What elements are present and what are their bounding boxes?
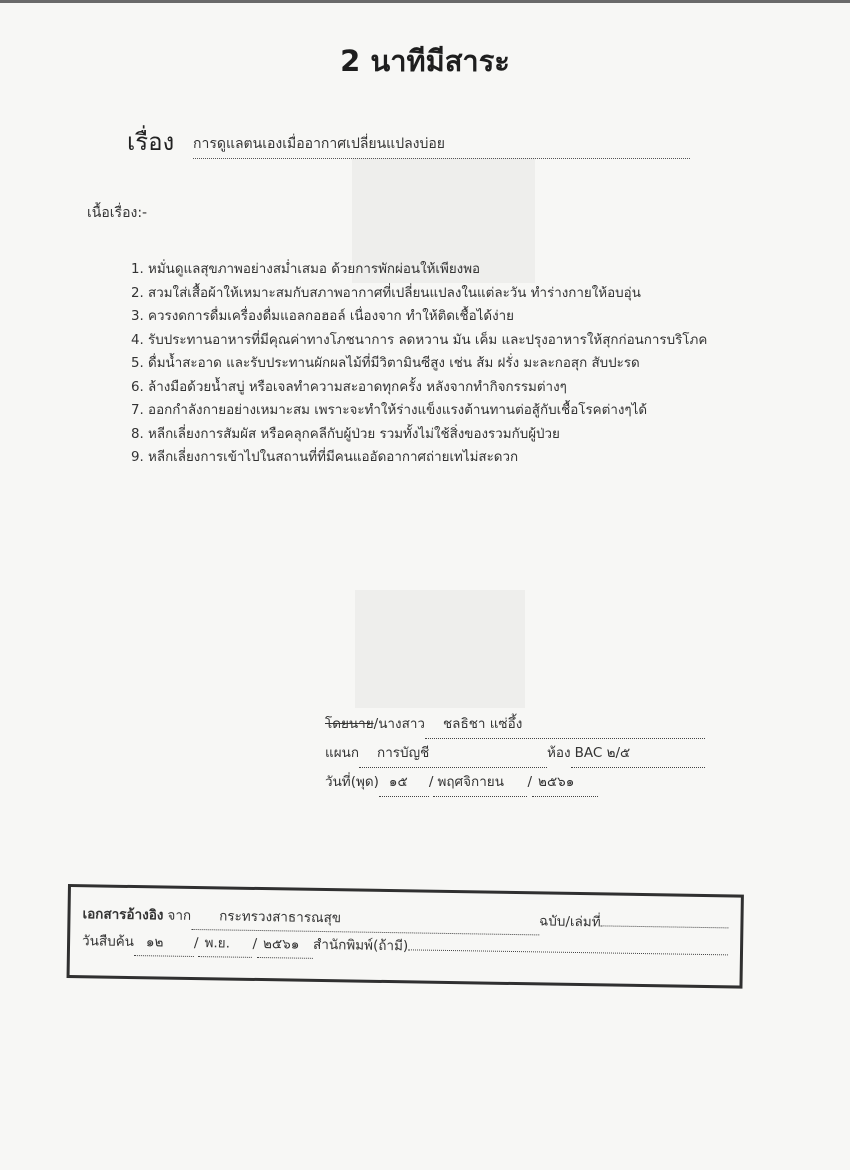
author-block [325, 710, 705, 797]
list-item: 2. สวมใส่เสื้อผ้าให้เหมาะสมกับสภาพอากาศที่เปลี่ยนแปลงในแต่ละวัน ทำร่างกายให้อบอุ่น [131, 285, 641, 301]
content-label: เนื้อเรื่อง:- [87, 205, 148, 221]
dept-value: การบัญชี [359, 739, 547, 768]
reference-from-label: จาก [167, 907, 192, 924]
bleed-through-shadow [355, 590, 525, 708]
by-label-struck: โดยนาย [325, 716, 374, 732]
reference-label: เอกสารอ้างอิง [82, 906, 164, 924]
publisher-value [408, 949, 728, 955]
date-year: ๒๕๖๑ [532, 768, 598, 797]
author-date-row: วันที่(พุด) ๑๕ / พฤศจิกายน / ๒๕๖๑ [325, 768, 705, 797]
room-value: BAC ๒/๕ [571, 739, 705, 768]
list-item: 9. หลีกเลี่ยงการเข้าไปในสถานที่ที่มีคนแออัดอากาศถ่ายเทไม่สะดวก [131, 450, 519, 465]
room-label: ห้อง [547, 745, 571, 761]
page-title: 2 นาทีมีสาระ [340, 44, 510, 78]
reference-date-row: วันสืบค้น ๑๒ / พ.ย. / ๒๕๖๑ สำนักพิมพ์(ถ้ามี) [82, 928, 728, 965]
list-item: 6. ล้างมือด้วยน้ำสบู่ หรือเจลทำความสะอาดทุกครั้ง หลังจากทำกิจกรรมต่างๆ [131, 379, 567, 395]
subject-value: การดูแลตนเองเมื่ออากาศเปลี่ยนแปลงบ่อย [193, 133, 690, 159]
by-label: /นางสาว [373, 716, 426, 732]
dept-label: แผนก [325, 745, 360, 761]
date-day: ๑๕ [379, 768, 429, 797]
advice-list [131, 258, 707, 470]
list-item: 1. หมั่นดูแลสุขภาพอย่างสม่ำเสมอ ด้วยการพักผ่อนให้เพียงพอ [131, 262, 481, 277]
author-name-row [325, 710, 705, 739]
author-name: ชลธิชา แซ่อึ้ง [425, 710, 705, 739]
date-month: พฤศจิกายน [433, 768, 527, 797]
list-item: 4. รับประทานอาหารที่มีคุณค่าทางโภชนาการ ลดหวาน มัน เค็ม และปรุงอาหารให้สุกก่อนการบริโภค [131, 332, 708, 348]
search-year: ๒๕๖๑ [257, 931, 313, 959]
date-label: วันที่(พุด) [325, 774, 379, 790]
list-item: 8. หลีกเลี่ยงการสัมผัส หรือคลุกคลีกับผู้ป่วย รวมทั้งไม่ใช้สิ่งของรวมกับผู้ป่วย [131, 426, 560, 442]
reference-box [67, 884, 744, 989]
publisher-label: สำนักพิมพ์(ถ้ามี) [312, 936, 409, 955]
search-month: พ.ย. [198, 930, 252, 958]
reference-from: กระทรวงสาธารณสุข [191, 903, 539, 935]
reference-issue [601, 925, 729, 928]
list-item: 7. ออกกำลังกายอย่างเหมาะสม เพราะจะทำให้ร่างแข็งแรงต้านทานต่อสู้กับเชื้อโรคต่างๆได้ [131, 403, 648, 418]
list-item: 3. ควรงดการดื่มเครื่องดื่มแอลกอฮอล์ เนื่องจาก ทำให้ติดเชื้อได้ง่าย [131, 309, 514, 324]
author-dept-row [325, 739, 705, 768]
reference-issue-label: ฉบับ/เล่มที่ [538, 913, 601, 931]
list-item: 5. ดื่มน้ำสะอาด และรับประทานผักผลไม้ที่มีวิตามินซีสูง เช่น ส้ม ฝรั่ง มะละกอสุก สับปะรด [131, 356, 640, 371]
search-day: ๑๒ [134, 929, 194, 957]
search-date-label: วันสืบค้น [81, 933, 135, 951]
page-top-edge [0, 0, 850, 3]
subject-label: เรื่อง [127, 128, 175, 156]
